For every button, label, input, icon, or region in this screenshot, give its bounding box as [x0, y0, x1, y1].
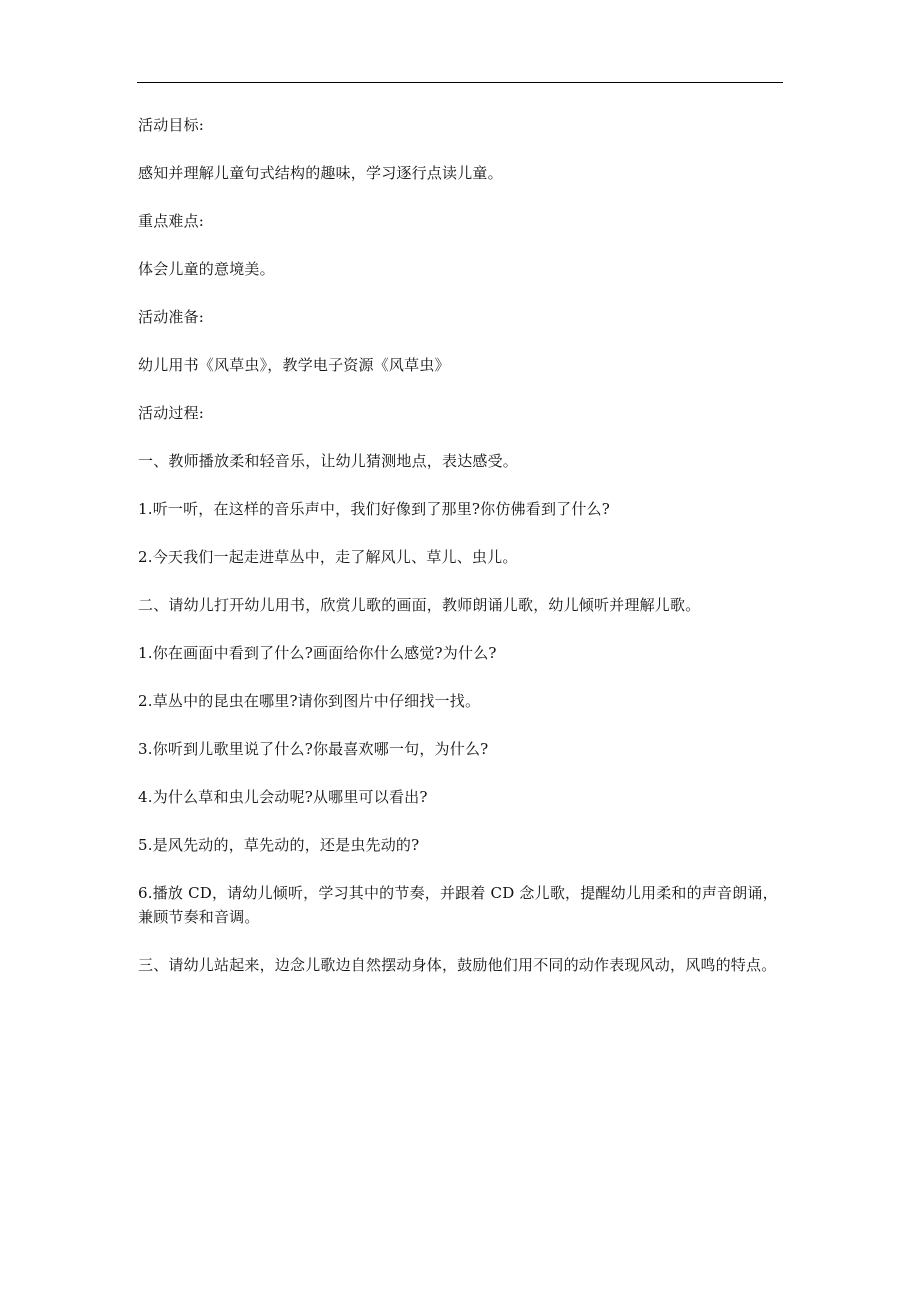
paragraph: 5.是风先动的，草先动的，还是虫先动的? [138, 836, 420, 854]
paragraph: 1.听一听，在这样的音乐声中，我们好像到了那里?你仿佛看到了什么? [138, 500, 610, 518]
section-heading-key-points: 重点难点: [138, 212, 205, 230]
paragraph: 1.你在画面中看到了什么?画面给你什么感觉?为什么? [138, 644, 497, 662]
paragraph: 幼儿用书《风草虫》，教学电子资源《风草虫》 [138, 356, 450, 374]
paragraph: 感知并理解儿童句式结构的趣味，学习逐行点读儿童。 [138, 164, 503, 182]
document-body [138, 113, 786, 1001]
section-heading-process: 活动过程: [138, 404, 205, 422]
paragraph: 3.你听到儿歌里说了什么?你最喜欢哪一句，为什么? [138, 740, 489, 758]
paragraph: 2.今天我们一起走进草丛中，走了解风儿、草儿、虫儿。 [138, 548, 518, 566]
section-heading-preparation: 活动准备: [138, 308, 205, 326]
paragraph: 二、请幼儿打开幼儿用书，欣赏儿歌的画面，教师朗诵儿歌，幼儿倾听并理解儿歌。 [138, 596, 701, 614]
header-rule [137, 82, 783, 83]
paragraph: 三、请幼儿站起来，边念儿歌边自然摆动身体，鼓励他们用不同的动作表现风动，风鸣的特点。 [138, 956, 777, 974]
section-heading-goals: 活动目标: [138, 116, 205, 134]
paragraph: 2.草丛中的昆虫在哪里?请你到图片中仔细找一找。 [138, 692, 481, 710]
paragraph: 6.播放 CD，请幼儿倾听，学习其中的节奏，并跟着 CD 念儿歌，提醒幼儿用柔和的声音朗诵，兼顾节奏和音调。 [138, 884, 778, 926]
paragraph: 4.为什么草和虫儿会动呢?从哪里可以看出? [138, 788, 428, 806]
paragraph: 一、教师播放柔和轻音乐，让幼儿猜测地点，表达感受。 [138, 452, 519, 470]
paragraph: 体会儿童的意境美。 [138, 260, 275, 278]
